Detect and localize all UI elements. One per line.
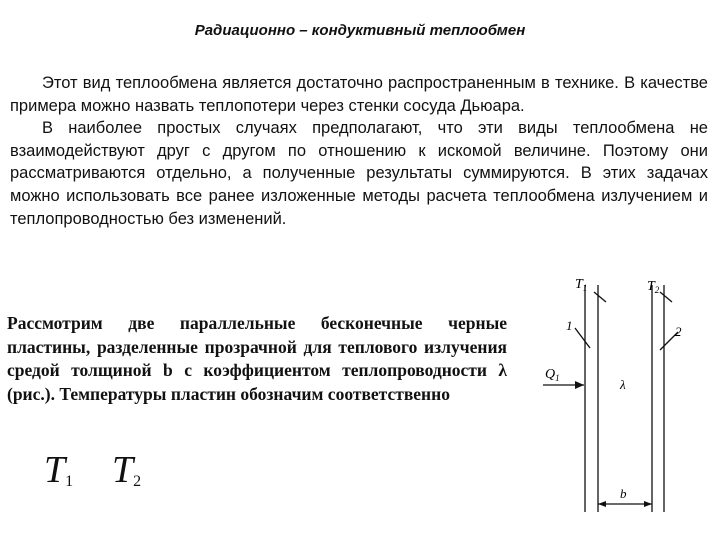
paragraph-simple-cases: В наиболее простых случаях предполагают, что эти виды теплообмена не взаимодействуют друг с другом по отношению к искомой величине. Поэтому они рассматриваются отдельно, а полученные результаты суммируются. В этих задачах можно использовать все ранее изложенные методы расчета теплообмена излучением и теплопроводностью без изменений. [10,119,708,228]
slide-title: Радиационно – кондуктивный теплообмен [194,22,526,39]
figure-label-b: b [620,486,627,501]
paragraph-dewar: Этот вид теплообмена является достаточно распространенным в технике. В качестве примера можно назвать теплопотери через стенки сосуда Дьюара. [10,74,708,115]
figure-label-plate2: 2 [675,324,682,339]
t2-symbol: T [112,449,134,491]
t2-subscript: 2 [133,473,142,490]
leader-t2 [660,292,672,302]
t1-subscript: 1 [65,473,74,490]
figure-label-heat-flux: $Q_1$ [545,367,560,383]
t1-symbol: T [44,449,66,491]
paragraph-plates: Рассмотрим две параллельные бесконечные черные пластины, разделенные прозрачной для теплового излучения средой толщиной b с коэффициентом теплопроводности λ (рис.). Температуры пластин обозначим соответственно [7,313,507,404]
leader-plate1 [575,328,590,348]
figure-label-plate1: 1 [566,318,573,333]
figure-label-t1: $T_1$ [575,277,588,293]
figure-label-t2: $T_2$ [647,279,660,295]
dimension-arrow-left [598,501,606,507]
dimension-arrow-right [644,501,652,507]
figure-label-lambda: λ [620,377,626,392]
heat-flux-arrowhead [575,381,584,389]
leader-t1 [594,292,606,302]
